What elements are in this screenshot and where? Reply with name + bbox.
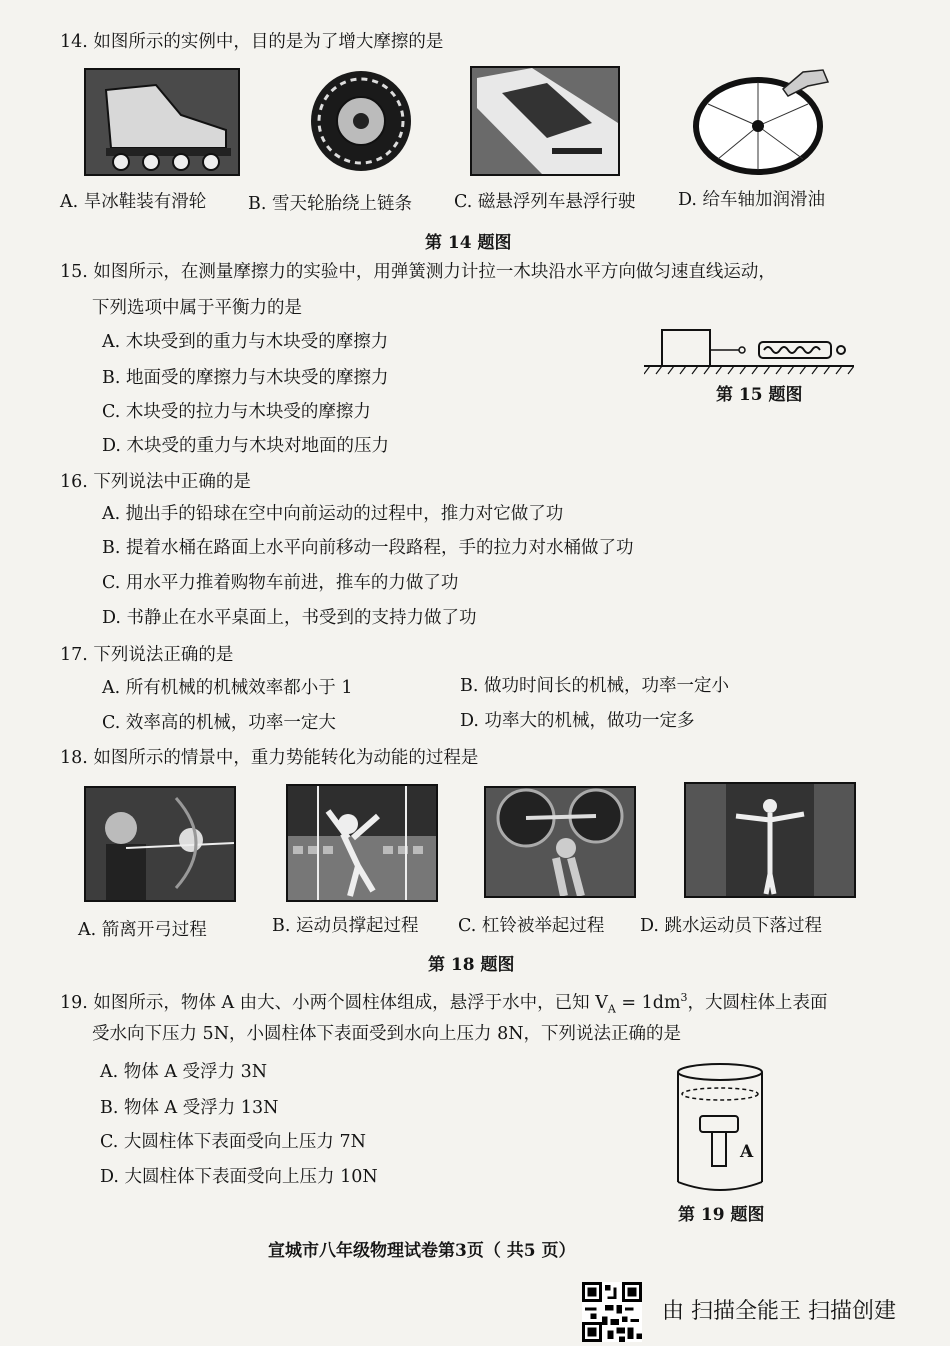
q14-image-d-wheel-oil: [688, 64, 836, 176]
q19-option-a: A. 物体 A 受浮力 3N: [100, 1062, 268, 1082]
q19-stem-line1: [60, 986, 828, 1021]
page-footer: 宣城市八年级物理试卷第3页（ 共5 页）: [268, 1241, 576, 1261]
q18-image-b-gymnast: [286, 784, 438, 902]
q19-stem-superscript: 3: [680, 991, 688, 1004]
q19-stem-part2: = 1dm: [615, 992, 681, 1013]
q17-option-c: C. 效率高的机械，功率一定大: [102, 713, 336, 733]
q14-image-c-maglev-train: [470, 66, 620, 176]
q17-option-b: B. 做功时间长的机械，功率一定小: [460, 676, 729, 696]
q19-figure-caption: 第 19 题图: [678, 1205, 765, 1225]
q16-option-c: C. 用水平力推着购物车前进，推车的力做了功: [102, 573, 459, 593]
q15-option-d: D. 木块受的重力与木块对地面的压力: [102, 436, 390, 456]
q18-option-d: D. 跳水运动员下落过程: [640, 916, 823, 936]
qr-code-icon: [582, 1282, 642, 1342]
q14-option-c: C. 磁悬浮列车悬浮行驶: [454, 192, 636, 212]
q14-option-a: A. 旱冰鞋装有滑轮: [60, 192, 207, 212]
q18-option-b: B. 运动员撑起过程: [272, 916, 419, 936]
q19-option-c: C. 大圆柱体下表面受向上压力 7N: [100, 1132, 366, 1152]
q15-figure-block-spring-scale: [644, 322, 854, 382]
q14-option-d: D. 给车轴加润滑油: [678, 190, 826, 210]
q15-stem-line2: 下列选项中属于平衡力的是: [92, 298, 302, 318]
q15-figure-caption: 第 15 题图: [716, 385, 803, 405]
q16-stem: 16. 下列说法中正确的是: [60, 472, 251, 492]
q19-stem-subscript: A: [607, 1002, 616, 1016]
q17-stem: 17. 下列说法正确的是: [60, 645, 234, 665]
scanner-watermark-text: 由 扫描全能王 扫描创建: [662, 1299, 896, 1324]
q18-image-a-archery: [84, 786, 236, 902]
q18-image-d-diver: [684, 782, 856, 898]
q15-stem-line1: 15. 如图所示，在测量摩擦力的实验中，用弹簧测力计拉一木块沿水平方向做匀速直线运动，: [60, 262, 776, 282]
q17-option-d: D. 功率大的机械，做功一定多: [460, 711, 695, 731]
q19-figure-label: A: [740, 1142, 754, 1162]
q14-figure-caption: 第 14 题图: [425, 233, 512, 253]
q18-stem: 18. 如图所示的情景中，重力势能转化为动能的过程是: [60, 748, 479, 768]
q18-figure-caption: 第 18 题图: [428, 955, 515, 975]
q15-option-c: C. 木块受的拉力与木块受的摩擦力: [102, 402, 371, 422]
q18-option-a: A. 箭离开弓过程: [78, 920, 207, 940]
q15-option-a: A. 木块受到的重力与木块受的摩擦力: [102, 332, 389, 352]
q15-option-b: B. 地面受的摩擦力与木块受的摩擦力: [102, 368, 389, 388]
q19-option-b: B. 物体 A 受浮力 13N: [100, 1098, 279, 1118]
q19-figure-beaker: [668, 1058, 778, 1196]
q14-option-b: B. 雪天轮胎绕上链条: [248, 194, 412, 214]
q19-stem-line2: 受水向下压力 5N，小圆柱体下表面受到水向上压力 8N，下列说法正确的是: [92, 1024, 682, 1044]
q16-option-d: D. 书静止在水平桌面上，书受到的支持力做了功: [102, 608, 477, 628]
q18-option-c: C. 杠铃被举起过程: [458, 916, 605, 936]
q16-option-b: B. 提着水桶在路面上水平向前移动一段路程，手的拉力对水桶做了功: [102, 538, 634, 558]
q19-stem-part1: 19. 如图所示，物体 A 由大、小两个圆柱体组成，悬浮于水中，已知 V: [60, 992, 608, 1013]
q18-image-c-weightlifter: [484, 786, 636, 898]
q14-image-a-rollerskate: [84, 68, 240, 176]
q14-image-b-tire-chain: [308, 66, 414, 176]
q14-stem: 14. 如图所示的实例中，目的是为了增大摩擦的是: [60, 32, 444, 52]
q17-option-a: A. 所有机械的机械效率都小于 1: [102, 678, 353, 698]
q19-stem-part3: ，大圆柱体上表面: [687, 992, 828, 1013]
q16-option-a: A. 抛出手的铅球在空中向前运动的过程中，推力对它做了功: [102, 504, 564, 524]
q19-option-d: D. 大圆柱体下表面受向上压力 10N: [100, 1167, 378, 1187]
